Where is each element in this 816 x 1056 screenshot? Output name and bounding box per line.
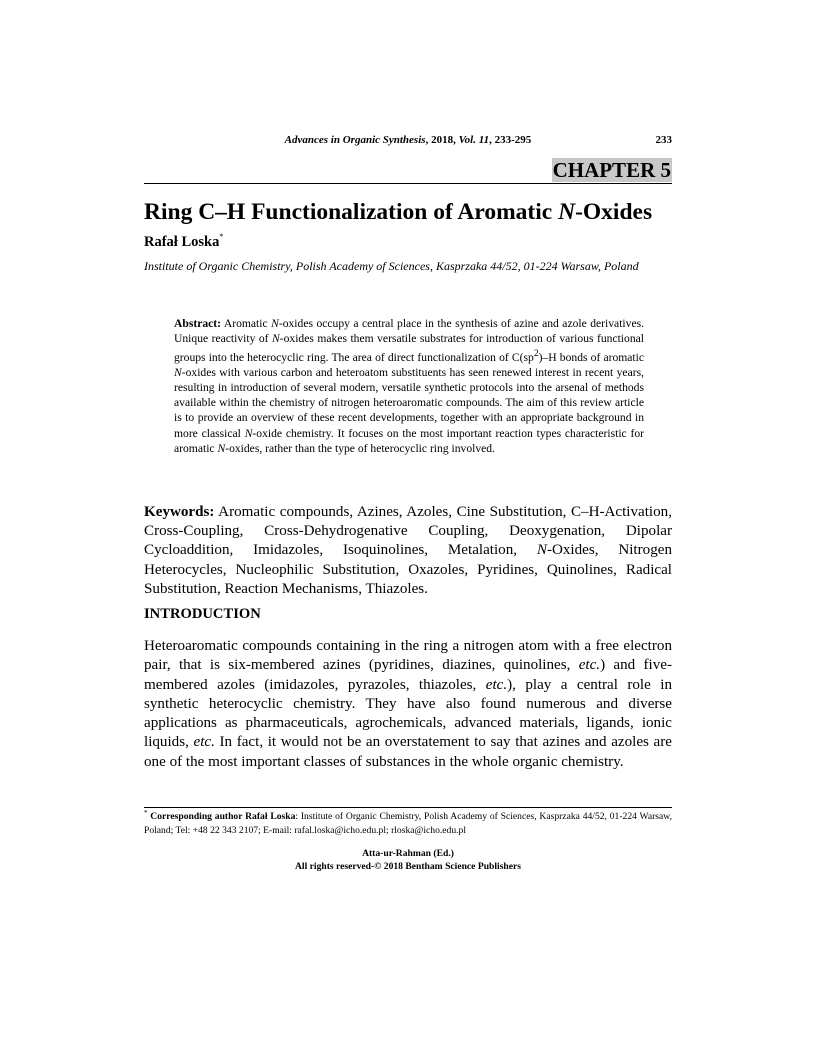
citation-volume: Vol. 11 xyxy=(458,134,490,146)
journal-name: Advances in Organic Synthesis xyxy=(284,134,426,146)
introduction-paragraph: Heteroaromatic compounds containing in the ring a nitrogen atom with a free electron pair, that is six-membered azines (pyridines, diazines, quinolines, etc.) and five-membered azoles (imidazoles, pyrazoles, thiazoles, etc.), play a central role in synthetic heterocyclic chemistry. They have also found numerous and diverse applications as pharmaceuticals, agrochemicals, advanced materials, ligands, ionic liquids, etc. In fact, it would not be an overstatement to say that azines and azoles are one of the most important classes of substances in the whole organic chemistry. xyxy=(144,638,673,770)
chapter-label: CHAPTER 5 xyxy=(552,158,671,182)
page-number: 233 xyxy=(655,134,672,146)
editor-line: Atta-ur-Rahman (Ed.) xyxy=(362,848,454,859)
footnote-corresponding-author: * Corresponding author Rafał Loska: Institute of Organic Chemistry, Polish Academy of Sciences, Kasprzaka 44/52, 01-224 Warsaw, Poland; Tel: +48 22 343 2107; E-mail: rafal.loska@icho.edu.pl; rloska@icho.edu.pl xyxy=(144,809,672,836)
footnote-divider xyxy=(144,807,672,808)
keywords-label: Keywords: xyxy=(144,504,215,520)
article-title: Ring C–H Functionalization of Aromatic N-Oxides xyxy=(144,199,653,225)
abstract-label: Abstract: xyxy=(174,317,222,330)
section-heading-introduction: INTRODUCTION xyxy=(144,606,261,622)
chapter-header xyxy=(144,158,672,184)
citation-pages: , 233-295 xyxy=(489,134,532,146)
abstract: Abstract: Aromatic N-oxides occupy a central place in the synthesis of azine and azole derivatives. Unique reactivity of N-oxides makes them versatile substrates for introduction of various functional groups into the heterocyclic ring. The area of direct functionalization of $C(sp^2)-H$ bonds of aromatic N-oxides with various carbon and heteroatom substituents has seen renewed interest in recent years, resulting in introduction of several modern, versatile synthetic protocols into the arsenal of methods available within the chemistry of nitrogen heteroaromatic compounds. The aim of this review article is to provide an overview of these recent developments, together with an appropriate background in more classical N-oxide chemistry. It focuses on the most important reaction types characteristic for aromatic N-oxides, rather than the type of heterocyclic ring involved. xyxy=(174,317,645,455)
author-footnote-mark: * xyxy=(219,232,224,241)
author-affiliation: Institute of Organic Chemistry, Polish Academy of Sciences, Kasprzaka 44/52, 01-224 Warsaw, Poland xyxy=(144,259,639,273)
journal-citation xyxy=(144,133,672,147)
citation-year: , 2018, xyxy=(425,134,459,146)
copyright-line: All rights reserved-© 2018 Bentham Science Publishers xyxy=(294,861,522,872)
keywords: Keywords: Aromatic compounds, Azines, Azoles, Cine Substitution, C–H-Activation, Cross-Coupling, Cross-Dehydrogenative Coupling, Deoxygenation, Dipolar Cycloaddition, Imidazoles, Isoquinolines, Metalation, N-Oxides, Nitrogen Heterocycles, Nucleophilic Substitution, Oxazoles, Pyridines, Quinolines, Radical Substitution, Reaction Mechanisms, Thiazoles. xyxy=(144,504,672,597)
imprint xyxy=(144,847,672,873)
author-name: Rafał Loska* xyxy=(144,232,224,250)
